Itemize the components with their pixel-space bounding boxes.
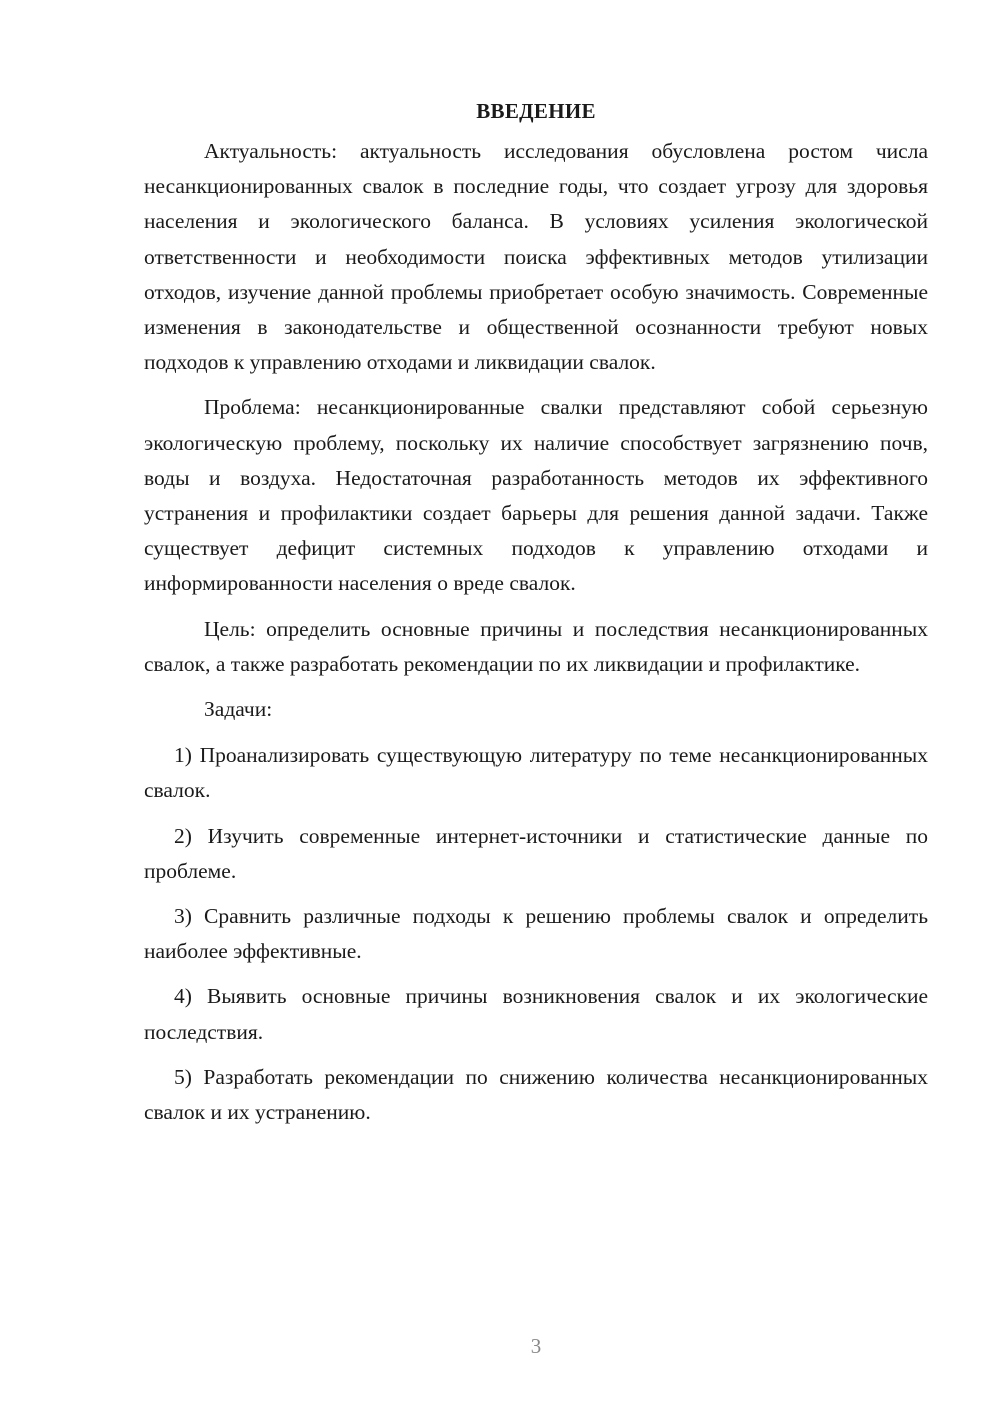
page-number: 3 [530,1334,542,1358]
task-item: 5) Разработать рекомендации по снижению количества несанкционированных свалок и их устранению. [144,1064,928,1125]
problem-paragraph: Проблема: несанкционированные свалки представляют собой серьезную экологическую проблему, поскольку их наличие способствует загрязнению почв, воды и воздуха. Недостаточная разработанность методов их эффективного устранения и профилактики создает барьеры для решения данной задачи. Также существует дефицит системных подходов к управлению отходами и информированности населения о вреде свалок. [144,395,928,596]
tasks-list [144,738,928,1130]
section-heading: ВВЕДЕНИЕ [476,99,596,123]
task-item: 3) Сравнить различные подходы к решению проблемы свалок и определить наиболее эффективные. [144,904,928,964]
relevance-paragraph: Актуальность: актуальность исследования обусловлена ростом числа несанкционированных свалок в последние годы, что создает угрозу для здоровья населения и экологического баланса. В условиях усиления экологической ответственности и необходимости поиска эффективных методов утилизации отходов, изучение данной проблемы приобретает особую значимость. Современные изменения в законодательстве и общественной осознанности требуют новых подходов к управлению отходами и ликвидации свалок. [144,139,928,375]
task-item: 4) Выявить основные причины возникновения свалок и их экологические последствия. [144,984,928,1044]
task-item: 1) Проанализировать существующую литературу по теме несанкционированных свалок. [144,743,928,803]
page-content [144,98,928,1140]
tasks-label: Задачи: [204,697,273,722]
goal-paragraph: Цель: определить основные причины и последствия несанкционированных свалок, а также разработать рекомендации по их ликвидации и профилактике. [144,616,928,676]
task-item: 2) Изучить современные интернет-источники и статистические данные по проблеме. [144,823,928,883]
